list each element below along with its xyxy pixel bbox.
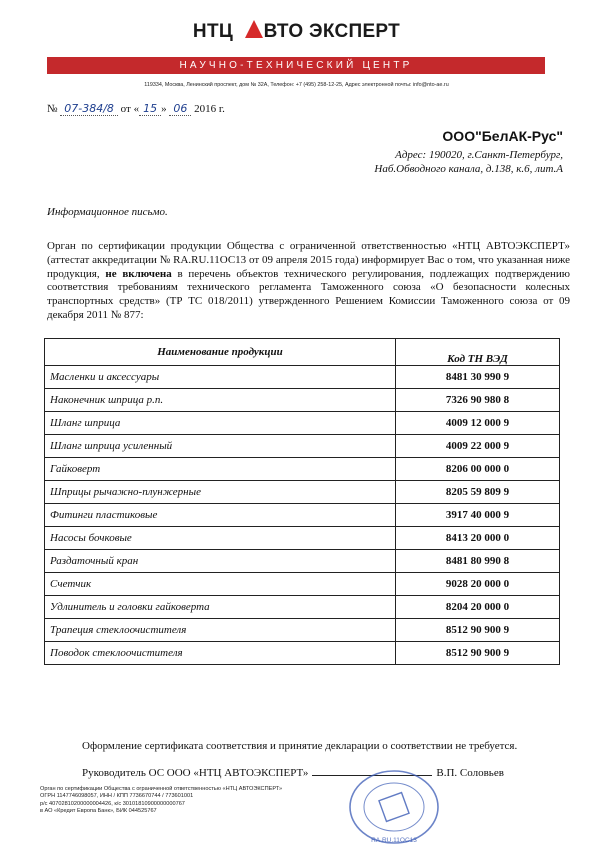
body-text-2: в перечень объектов технического регулирования, подлежащих подтверждению соответствия требованиям технического регламента Таможенного союза «О безопасности колесных транспортных средств» (ТР ТС 018/2011) утвержденного Решением Комиссии Таможенного союза от 09 декабря 2011 № 877: xyxy=(47,267,570,321)
requisites-line: в АО «Кредит Европа Банк», БИК 044525767 xyxy=(40,808,157,815)
product-name-cell: Гайковерт xyxy=(45,458,396,481)
product-name-cell: Шланг шприца xyxy=(45,412,396,435)
date-from-label: от « xyxy=(120,103,140,115)
date-day-close: » xyxy=(161,103,167,115)
hs-code-cell: 7326 90 980 8 xyxy=(396,389,560,412)
certificate-note: Оформление сертификата соответствия и принятие декларации о соответствии не требуется. xyxy=(82,740,518,752)
company-logo xyxy=(0,20,593,43)
letterhead-band: НАУЧНО-ТЕХНИЧЕСКИЙ ЦЕНТР xyxy=(47,57,545,74)
product-name-cell: Удлинитель и головки гайковерта xyxy=(45,596,396,619)
product-name-cell: Масленки и аксессуары xyxy=(45,366,396,389)
table-row xyxy=(45,412,560,435)
product-name-cell: Трапеция стеклоочистителя xyxy=(45,619,396,642)
signatory-name: В.П. Соловьев xyxy=(436,767,504,779)
requisites-line: Орган по сертификации Общества с ограниченной ответственностью «НТЦ АВТОЭКСПЕРТ» xyxy=(40,786,283,792)
requisites-line: ОГРН 1147746098057, ИНН / КПП 7736670744 / 773601001 xyxy=(40,793,194,800)
hs-code-cell: 4009 22 000 9 xyxy=(396,435,560,458)
organization-seal-icon xyxy=(346,768,442,846)
table-row xyxy=(45,527,560,550)
recipient-name: ООО"БелАК-Рус" xyxy=(442,128,563,144)
product-name-cell: Поводок стеклоочистителя xyxy=(45,642,396,665)
body-text-1: Орган по сертификации продукции Общества с ограниченной ответственностью «НТЦ АВТОЭКСПЕРТ» (аттестат аккредитации № RA.RU.11ОС13 от 09 апреля 2015 года) информирует Вас о том, что указанная ниже продукция, xyxy=(47,240,570,280)
table-row xyxy=(45,550,560,573)
hs-code-cell: 9028 20 000 0 xyxy=(396,573,560,596)
requisites-line: р/с 40702810200000004426, к/с 30101810900000000767 xyxy=(40,800,185,807)
number-label: № xyxy=(47,103,58,115)
table-row xyxy=(45,389,560,412)
product-name-cell: Счетчик xyxy=(45,573,396,596)
logo-text-left: НТЦ xyxy=(192,21,234,42)
letter-subject: Информационное письмо. xyxy=(47,206,168,218)
table-row xyxy=(45,435,560,458)
body-text-bold: не включена xyxy=(105,267,172,280)
date-month: 06 xyxy=(169,102,191,116)
date-year: 2016 г. xyxy=(194,103,225,115)
product-name-cell: Шприцы рычажно-плунжерные xyxy=(45,481,396,504)
table-row xyxy=(45,642,560,665)
date-day: 15 xyxy=(139,102,161,116)
recipient-address-line1: Адрес: 190020, г.Санкт-Петербург, xyxy=(395,149,563,161)
table-header-row xyxy=(45,339,560,366)
seal-text: RA.RU.11ОС13 xyxy=(371,837,417,844)
hs-code-cell: 3917 40 000 9 xyxy=(396,504,560,527)
hs-code-cell: 8204 20 000 0 xyxy=(396,596,560,619)
company-requisites xyxy=(40,786,282,816)
hs-code-cell: 4009 12 000 9 xyxy=(396,412,560,435)
logo-text-right: ВТО ЭКСПЕРТ xyxy=(263,21,401,42)
table-row xyxy=(45,458,560,481)
hs-code-cell: 8413 20 000 0 xyxy=(396,527,560,550)
hs-code-cell: 8481 30 990 9 xyxy=(396,366,560,389)
table-row xyxy=(45,619,560,642)
header-product-name: Наименование продукции xyxy=(45,339,396,366)
table-row xyxy=(45,366,560,389)
hs-code-cell: 8512 90 900 9 xyxy=(396,642,560,665)
products-table xyxy=(44,338,560,665)
logo-triangle-icon xyxy=(239,20,264,43)
product-name-cell: Наконечник шприца р.п. xyxy=(45,389,396,412)
outgoing-number: 07-384/8 xyxy=(60,102,118,116)
hs-code-cell: 8481 80 990 8 xyxy=(396,550,560,573)
letterhead-contacts: 119334, Москва, Ленинский проспект, дом № 32А, Телефон: +7 (495) 258-12-25, Адрес электронной почты: info@nto-ae.ru xyxy=(144,82,449,88)
table-row xyxy=(45,481,560,504)
hs-code-cell: 8512 90 900 9 xyxy=(396,619,560,642)
table-row xyxy=(45,596,560,619)
hs-code-cell: 8206 00 000 0 xyxy=(396,458,560,481)
product-name-cell: Шланг шприца усиленный xyxy=(45,435,396,458)
table-row xyxy=(45,504,560,527)
recipient-address-line2: Наб.Обводного канала, д.138, к.6, лит.А xyxy=(374,163,563,175)
product-name-cell: Фитинги пластиковые xyxy=(45,504,396,527)
header-hs-code: Код ТН ВЭД xyxy=(396,339,560,366)
table-row xyxy=(45,573,560,596)
outgoing-number-line xyxy=(47,102,225,116)
letter-body xyxy=(47,240,570,323)
product-name-cell: Насосы бочковые xyxy=(45,527,396,550)
product-name-cell: Раздаточный кран xyxy=(45,550,396,573)
signatory-role: Руководитель ОС ООО «НТЦ АВТОЭКСПЕРТ» xyxy=(82,767,309,779)
hs-code-cell: 8205 59 809 9 xyxy=(396,481,560,504)
